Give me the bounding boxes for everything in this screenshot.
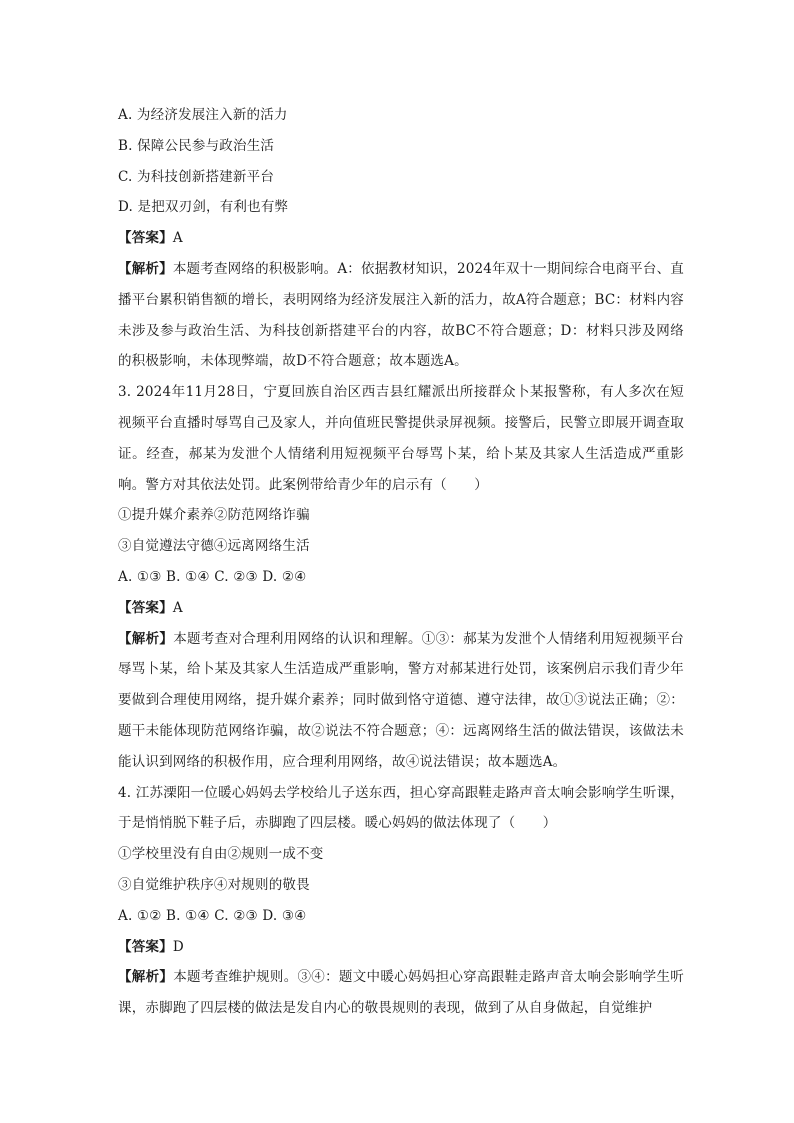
q3-answer	[118, 593, 684, 624]
q4-stem: 4. 江苏溧阳一位暖心妈妈去学校给儿子送东西，担心穿高跟鞋走路声音太响会影响学生听课，于是悄悄脱下鞋子后，赤脚跑了四层楼。暖心妈妈的做法体现了（ ）	[118, 784, 684, 832]
q2-analysis-label: 【解析】	[118, 260, 173, 277]
q4-analysis	[118, 962, 684, 1024]
q2-analysis	[118, 254, 684, 377]
q3-answer-value: A	[172, 599, 183, 616]
q4-analysis-label: 【解析】	[118, 969, 174, 986]
q3-choices: A. ①③ B. ①④ C. ②③ D. ②④	[118, 568, 307, 585]
q2-answer-label: 【答案】	[118, 230, 173, 247]
q2-option-a: A. 为经济发展注入新的活力	[118, 107, 288, 123]
q2-analysis-text: 本题考查网络的积极影响。A：依据教材知识，2024年双十一期间综合电商平台、直播平台累积销售额的增长，表明网络为经济发展注入新的活力，故A符合题意；BC：材料内容未涉及参与政治生活、为科技创新搭建平台的内容，故BC不符合题意；D：材料只涉及网络的积极影响，未体现弊端，故D不符合题意；故本题选A。	[118, 260, 685, 370]
q4-statements-1: ①学校里没有自由②规则一成不变	[118, 846, 324, 863]
q4-answer	[118, 932, 684, 963]
q3-analysis-label: 【解析】	[118, 630, 174, 647]
q3-stem: 3. 2024年11月28日，宁夏回族自治区西吉县红耀派出所接群众卜某报警称，有人多次在短视频平台直播时辱骂自己及家人，并向值班民警提供录屏视频。接警后，民警立即展开调查取证。经查，郝某为发泄个人情绪利用短视频平台辱骂卜某，给卜某及其家人生活造成严重影响。警方对其依法处罚。此案例带给青少年的启示有（ ）	[118, 384, 684, 493]
document-page	[118, 100, 684, 1024]
q4-answer-value: D	[172, 938, 184, 955]
q4-statements-2: ③自觉维护秩序④对规则的敬畏	[118, 876, 310, 893]
q3-analysis	[118, 624, 684, 778]
q3-answer-label: 【答案】	[118, 599, 173, 616]
q3-statements-1: ①提升媒介素养②防范网络诈骗	[118, 507, 310, 524]
q4-analysis-text: 本题考查维护规则。③④：题文中暖心妈妈担心穿高跟鞋走路声音太响会影响学生听课，赤脚跑了四层楼的做法是发自内心的敬畏规则的表现，做到了从自身做起，自觉维护	[118, 969, 684, 1017]
q4-choices: A. ①② B. ①④ C. ②③ D. ③④	[118, 907, 307, 924]
q2-answer	[118, 223, 684, 254]
q4-answer-label: 【答案】	[118, 938, 173, 955]
q2-option-b: B. 保障公民参与政治生活	[118, 137, 275, 154]
q2-option-c: C. 为科技创新搭建新平台	[118, 168, 275, 185]
q3-statements-2: ③自觉遵法守德④远离网络生活	[118, 538, 310, 555]
q2-option-d: D. 是把双刃剑，有利也有弊	[118, 199, 289, 216]
q2-answer-value: A	[172, 230, 183, 247]
q3-analysis-text: 本题考查对合理利用网络的认识和理解。①③：郝某为发泄个人情绪利用短视频平台辱骂卜某，给卜某及其家人生活造成严重影响，警方对郝某进行处罚，该案例启示我们青少年要做到合理使用网络，提升媒介素养；同时做到恪守道德、遵守法律，故①③说法正确；②：题干未能体现防范网络诈骗，故②说法不符合题意；④：远离网络生活的做法错误，该做法未能认识到网络的积极作用，应合理利用网络，故④说法错误；故本题选A。	[118, 630, 684, 770]
